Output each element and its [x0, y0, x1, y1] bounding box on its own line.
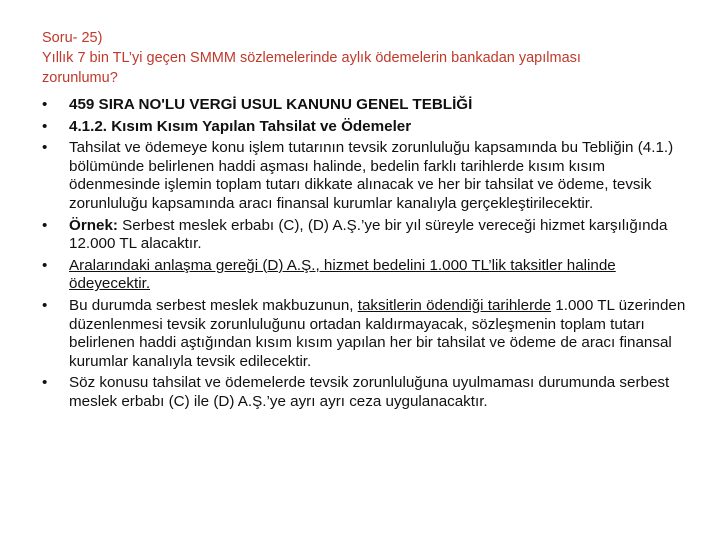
list-item: [42, 374, 692, 411]
bullet-icon: •: [42, 374, 48, 392]
question-number: Soru- 25): [42, 30, 103, 46]
receipt-text-start: Bu durumda serbest meslek makbuzunun,: [69, 296, 358, 314]
question-block: [42, 28, 682, 88]
example-label: Örnek:: [69, 216, 118, 234]
receipt-text-underlined: taksitlerin ödendiği tarihlerde: [357, 296, 552, 314]
receipt-text-end: 1.000 TL üzerinden düzenlenmesi tevsik zorunluluğunu ortadan kaldırmayacak, sözleşmenin toplam tutarı belirlenen haddi aştığından kısım kısım yapılan her bir tahsilat ve ödeme de aracı finansal kurumlar kanalıyla tevsik edilecektir.: [69, 296, 686, 370]
bullet-icon: •: [42, 117, 48, 135]
bullet-icon: •: [42, 139, 48, 157]
bullet-icon: •: [42, 296, 48, 314]
list-item: [42, 257, 692, 294]
example-text: Serbest meslek erbabı (C), (D) A.Ş.’ye bir yıl süreyle vereceği hizmet karşılığında 12.000 TL alacaktır.: [69, 216, 668, 253]
question-text-line-1: Yıllık 7 bin TL’yi geçen SMMM sözlemelerinde aylık ödemelerin bankadan yapılması: [42, 50, 581, 66]
regulation-title: 459 SIRA NO'LU VERGİ USUL KANUNU GENEL TEBLİĞİ: [69, 96, 473, 113]
section-body-text: Tahsilat ve ödemeye konu işlem tutarının tevsik zorunluluğu kapsamında bu Tebliğin (4.1.) bölümünde belirlenen haddi aşması halinde, bedelin farklı tarihlerde kısım kısım ödenmesinde işlemin toplam tutarı dikkate alınacak ve her bir tahsilat ve ödeme, tevsik zorunluluğu kapsamında aracı finansal kurumlar kanalıyla gerçekleştirilecektir.: [69, 139, 674, 212]
penalty-text: Söz konusu tahsilat ve ödemelerde tevsik zorunluluğuna uyulmaması durumunda serbest meslek erbabı (C) ile (D) A.Ş.’ye ayrı ayrı ceza uygulanacaktır.: [69, 374, 670, 410]
bullet-icon: •: [42, 96, 48, 113]
list-item: [42, 96, 692, 115]
installment-agreement-text: Aralarındaki anlaşma gereği (D) A.Ş., hizmet bedelini 1.000 TL’lik taksitler halinde ödeyecektir.: [69, 256, 616, 293]
list-item: [42, 118, 692, 137]
answer-bullet-list: [42, 96, 692, 415]
list-item: [42, 139, 692, 213]
list-item: [42, 297, 692, 371]
question-text-line-2: zorunlumu?: [42, 70, 118, 86]
bullet-icon: •: [42, 256, 48, 274]
list-item: [42, 217, 692, 254]
bullet-icon: •: [42, 216, 48, 234]
section-title: 4.1.2. Kısım Kısım Yapılan Tahsilat ve Ödemeler: [69, 117, 412, 135]
